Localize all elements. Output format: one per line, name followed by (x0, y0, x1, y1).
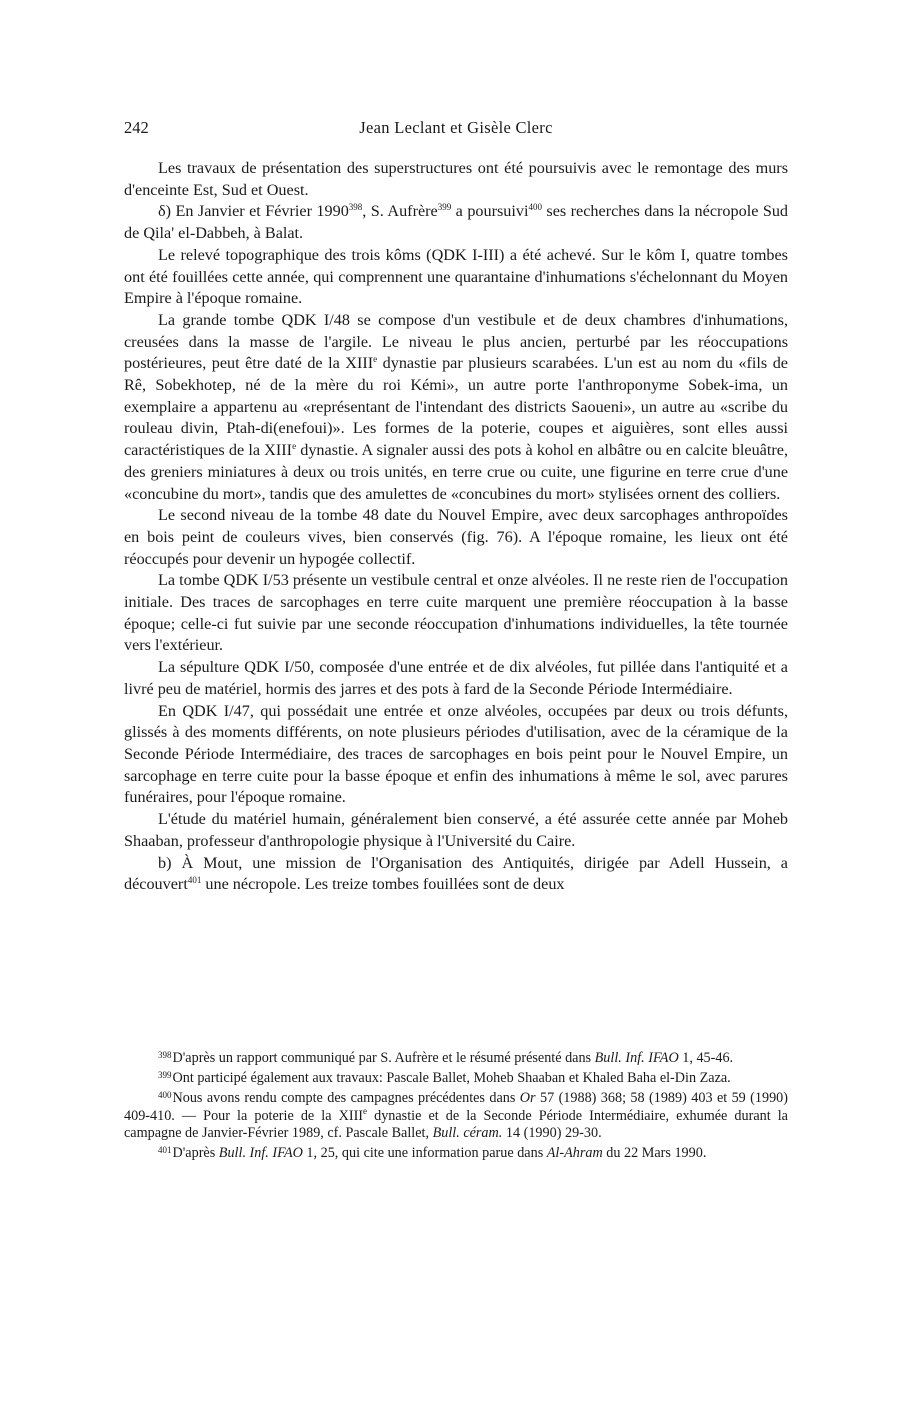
italic-run: Al-Ahram (546, 1145, 603, 1162)
footnote-ref: 401 (187, 875, 202, 886)
footnote-ref: 400 (528, 202, 542, 213)
text-run: 57 (1988) 368; 58 (1989) 403 et 59 (1990) 409-410. — Pour la poterie de la XIII (124, 1090, 789, 1124)
paragraph: La sépulture QDK I/50, composée d'une entrée et de dix alvéoles, fut pillée dans l'antiquité et a livré peu de matériel, hormis des jarres et des pots à fard de la Seconde Période Intermédiaire. (124, 658, 788, 698)
footnotes (124, 1047, 788, 1162)
text-run: ses recherches dans la nécropole Sud de Qila' el-Dabbeh, à Balat. (124, 202, 789, 243)
superscript: e (292, 441, 297, 452)
running-title: Jean Leclant et Gisèle Clerc (359, 118, 553, 137)
text-run: 14 (1990) 29-30. (502, 1124, 602, 1141)
text-run: , S. Aufrère (362, 202, 438, 221)
paragraph (124, 201, 788, 244)
superscript: e (373, 354, 378, 365)
paragraph (124, 310, 788, 505)
paragraph: Les travaux de présentation des superstructures ont été poursuivis avec le remontage des murs d'enceinte Est, Sud et Ouest. (124, 159, 788, 199)
footnote (124, 1087, 788, 1142)
footnote-number: 401 (158, 1145, 172, 1156)
paragraph: Le second niveau de la tombe 48 date du Nouvel Empire, avec deux sarcophages anthropoïdes en bois peint de couleurs vives, bien conservés (fig. 76). A l'époque romaine, les lieux ont été réoccupés pour devenir un hypogée collectif. (124, 506, 788, 568)
text-run: δ) En Janvier et Février 1990 (158, 202, 349, 221)
page-number: 242 (124, 118, 149, 137)
footnote-number: 400 (158, 1090, 172, 1101)
footnote (124, 1067, 788, 1087)
text-run: D'après (172, 1145, 219, 1162)
text-run: D'après un rapport communiqué par S. Aufrère et le résumé présenté dans (172, 1050, 595, 1066)
footnote-number: 399 (158, 1070, 172, 1081)
page-header (124, 118, 788, 140)
text-run: du 22 Mars 1990. (602, 1145, 707, 1162)
paragraph: Le relevé topographique des trois kôms (QDK I-III) a été achevé. Sur le kôm I, quatre tombes ont été fouillées cette année, qui comprennent une quarantaine d'inhumations s'échelonnant du Moyen Empire à l'époque romaine. (124, 245, 788, 308)
italic-run: Or (519, 1090, 536, 1107)
text-run: a poursuivi (451, 202, 529, 221)
footnote-ref: 398 (348, 202, 363, 213)
superscript: e (363, 1105, 368, 1116)
paragraph: En QDK I/47, qui possédait une entrée et onze alvéoles, occupées par deux ou trois défunts, glissés à des moments différents, on note plusieurs périodes d'utilisation, avec de la céramique de la Seconde Période Intermédiaire, des traces de sarcophages en bois peint pour le Nouvel Empire, un sarcophage en terre cuite pour la basse époque et enfin des inhumations à même le sol, avec parures funéraires, pour l'époque romaine. (124, 701, 788, 807)
text-run: b) À Mout, une mission de l'Organisation des Antiquités, dirigée par Adell Hussein, a découvert (124, 853, 788, 894)
italic-run: Bull. Inf. IFAO (594, 1050, 679, 1066)
text-run: Nous avons rendu compte des campagnes précédentes dans (172, 1090, 520, 1107)
text-run: dynastie par plusieurs scarabées. L'un est au nom du «fils de Rê, Sobekhotep, né de la mère du roi Kémi», un autre porte l'anthroponyme Sobek-ima, un exemplaire a appartenu au «représentant de l'intendant des districts Saoueni», un autre au «scribe du rouleau divin, Ptah-di(enefoui)». Les formes de la poterie, coupes et aiguières, sont elles aussi caractéristiques de la XIII (124, 354, 788, 460)
footnote-ref: 399 (437, 202, 452, 213)
body-text (124, 158, 788, 896)
paragraph: L'étude du matériel humain, généralement bien conservé, a été assurée cette année par Moheb Shaaban, professeur d'anthropologie physique à l'Université du Caire. (124, 810, 788, 850)
italic-run: Bull. Inf. IFAO (218, 1145, 303, 1162)
footnote-number: 398 (158, 1050, 172, 1060)
text-run: La grande tombe QDK I/48 se compose d'un vestibule et de deux chambres d'inhumations, creusées dans la masse de l'argile. Le niveau le plus ancien, perturbé par les réoccupations postérieures, peut être daté de la XIII (124, 310, 788, 373)
footnote (124, 1142, 788, 1162)
italic-run: Bull. céram. (432, 1124, 503, 1141)
paragraph: La tombe QDK I/53 présente un vestibule central et onze alvéoles. Il ne reste rien de l'occupation initiale. Des traces de sarcophages en terre cuite marquent une première réoccupation à la basse époque; celle-ci fut suivie par une seconde réoccupation d'inhumations individuelles, la tête tournée vers l'extérieur. (124, 571, 788, 655)
text-run: dynastie et de la Seconde Période Intermédiaire, exhumée durant la campagne de Janvier-Février 1989, cf. Pascale Ballet, (124, 1107, 788, 1141)
text-run: Ont participé également aux travaux: Pascale Ballet, Moheb Shaaban et Khaled Baha el-Din Zaza. (172, 1070, 731, 1087)
text-run: 1, 45-46. (678, 1050, 734, 1066)
paragraph (124, 853, 788, 896)
text-run: dynastie. A signaler aussi des pots à kohol en albâtre ou en calcite bleuâtre, des greniers miniatures à deux ou trois unités, en terre crue ou cuite, une figurine en terre crue d'une «concubine du mort», tandis que des amulettes de «concubines du mort» stylisées ornent des colliers. (124, 441, 788, 503)
text-run: 1, 25, qui cite une information parue dans (302, 1145, 547, 1162)
text-run: une nécropole. Les treize tombes fouillées sont de deux (201, 875, 565, 894)
footnote (124, 1047, 788, 1067)
